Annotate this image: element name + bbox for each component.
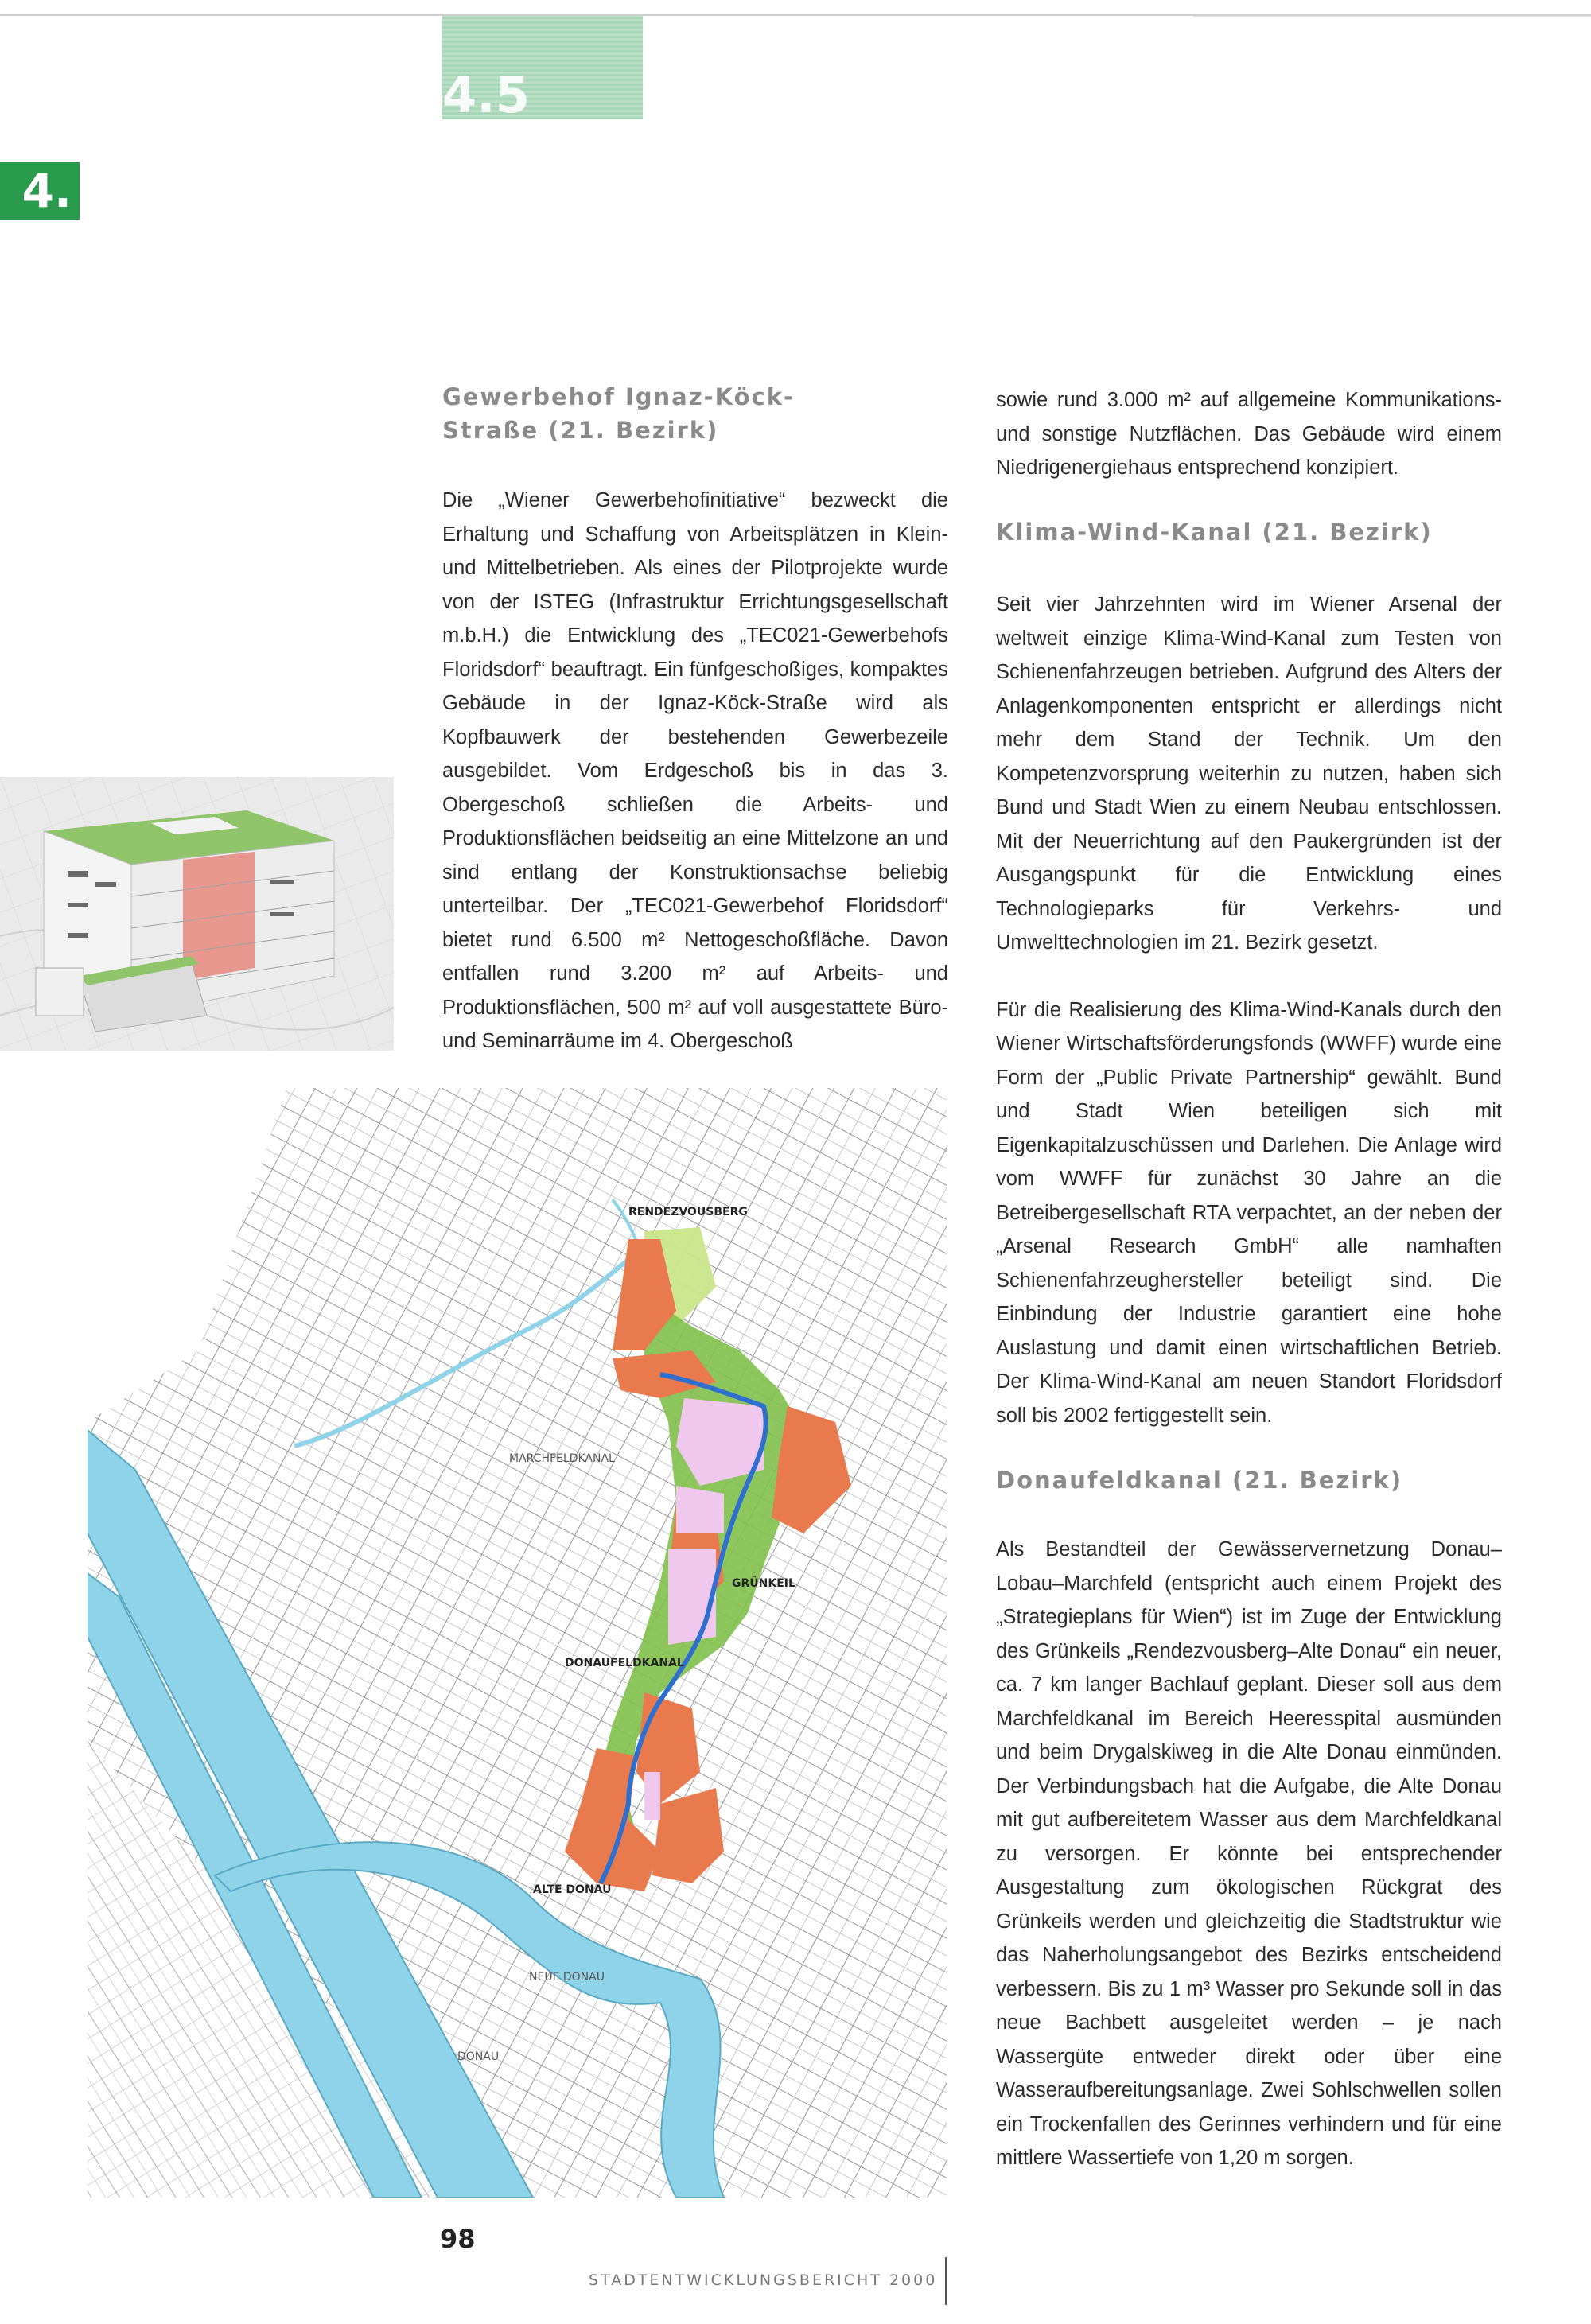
map-label-gruenkeil: GRÜNKEIL [732, 1577, 796, 1590]
map-label-donaufeldkanal: DONAUFELDKANAL [565, 1657, 684, 1669]
footer-title: STADTENTWICKLUNGSBERICHT 2000 [589, 2272, 938, 2289]
map-label-neue-donau: NEUE DONAU [529, 1971, 605, 1984]
map-donaufeldkanal [88, 1088, 947, 2198]
heading-donaufeldkanal: Donaufeldkanal (21. Bezirk) [996, 1467, 1403, 1494]
building-illustration [0, 777, 394, 1051]
map-illustration [88, 1088, 947, 2198]
paragraph-gewerbehof: Die „Wiener Gewerbehofinitiative“ bezweckt die Erhaltung und Schaffung von Arbeitsplätzen in Klein- und Mittelbetrieben. Als eines der Pilotprojekte wurde von der ISTEG (Infrastruktur Errichtungsgesellschaft m.b.H.) die Entwicklung des „TEC021-Gewerbehofs Floridsdorf“ beauftragt. Ein fünfgeschoßiges, kompaktes Gebäude in der Ignaz-Köck-Straße wird als Kopfbauwerk der bestehenden Gewerbezeile ausgebildet. Vom Erdgeschoß bis in das 3. Obergeschoß schließen die Arbeits- und Produktionsflächen beidseitig an eine Mittelzone an und sind entlang der Konstruktionsachse beliebig unterteilbar. Der „TEC021-Gewerbehof Floridsdorf“ bietet rund 6.500 m² Nettogeschoßfläche. Davon entfallen rund 3.200 m² auf Arbeits- und Produktionsflächen, 500 m² auf voll ausgestattete Büro- und Seminarräume im 4. Obergeschoß [442, 489, 948, 1052]
map-label-marchfeldkanal: MARCHFELDKANAL [509, 1452, 615, 1465]
footer-rule [945, 2257, 947, 2305]
donau-column [996, 1533, 1502, 2175]
chapter-badge: 4. [0, 162, 80, 220]
paragraph-donaufeldkanal: Als Bestandteil der Gewässervernetzung Donau–Lobau–Marchfeld (entspricht auch einem Projekt des „Strategieplans für Wien“) ist im Zuge der Entwicklung des Grünkeils „Rendezvousberg–Alte Donau“ ein neuer, ca. 7 km langer Bachlauf geplant. Dieser soll aus dem Marchfeldkanal im Bereich Heeresspital ausmünden und beim Drygalskiweg in die Alte Donau einmünden. Der Verbindungsbach hat die Aufgabe, die Alte Donau mit gut aufbereitetem Wasser aus dem Marchfeldkanal zu versorgen. Er könnte bei entsprechender Ausgestaltung zum ökologischen Rückgrat des Grünkeils werden und gleichzeitig die Stadtstruktur wie das Naherholungsangebot des Bezirks entscheidend verbessern. Bis zu 1 m³ Wasser pro Sekunde soll in das neue Bachbett ausgeleitet werden – je nach Wassergüte entweder direkt oder über eine Wasseraufbereitungsanlage. Zwei Sohlschwellen sollen ein Trockenfallen des Gerinnes verhindern und für eine mittlere Wassertiefe von 1,20 m sorgen. [996, 1538, 1502, 2169]
klima-column [996, 588, 1502, 1432]
paragraph-klima-2: Für die Realisierung des Klima-Wind-Kanals durch den Wiener Wirtschaftsförderungsfonds (WWFF) wurde eine Form der „Public Private Partnership“ gewählt. Bund und Stadt Wien beteiligen sich mit Eigenkapitalzuschüssen und Darlehen. Die Anlage wird vom WWFF für zunächst 30 Jahre an die Betreibergesellschaft RTA verpachtet, an der neben der „Arsenal Research GmbH“ alle namhaften Schienenfahrzeughersteller beteiligt sind. Die Einbindung der Industrie garantiert eine hohe Auslastung und damit einen wirtschaftlichen Betrieb. Der Klima-Wind-Kanal am neuen Standort Floridsdorf soll bis 2002 fertiggestellt sein. [996, 998, 1502, 1427]
section-tab-number: 4.5 [442, 66, 530, 124]
heading-gewerbehof: Gewerbehof Ignaz-Köck-Straße (21. Bezirk) [442, 383, 796, 444]
right-column [996, 383, 1502, 485]
heading-klima-wind-kanal: Klima-Wind-Kanal (21. Bezirk) [996, 519, 1433, 546]
map-label-rendezvousberg: RENDEZVOUSBERG [628, 1206, 748, 1218]
map-label-alte-donau: ALTE DONAU [533, 1883, 612, 1896]
left-column [442, 484, 948, 1059]
page-number: 98 [440, 2224, 476, 2254]
paragraph-klima-1: Seit vier Jahrzehnten wird im Wiener Arsenal der weltweit einzige Klima-Wind-Kanal zum Testen von Schienenfahrzeugen betrieben. Aufgrund des Alters der Anlagenkomponenten entspricht er allerdings nicht mehr dem Stand der Technik. Um den Kompetenzvorsprung weiterhin zu nutzen, haben sich Bund und Stadt Wien zu einem Neubau entschlossen. Mit der Neuerrichtung auf den Paukergründen ist der Ausgangspunkt für die Entwicklung eines Technologieparks für Verkehrs- und Umwelttechnologien im 21. Bezirk gesetzt. [996, 593, 1502, 954]
section-tab [442, 16, 643, 124]
map-label-donau: DONAU [457, 2050, 500, 2063]
building-rendering [0, 777, 394, 1051]
paragraph-continuation: sowie rund 3.000 m² auf allgemeine Kommunikations- und sonstige Nutzflächen. Das Gebäude wird einem Niedrigenergiehaus entsprechend konzipiert. [996, 389, 1502, 479]
top-rule-light [1193, 16, 1591, 17]
